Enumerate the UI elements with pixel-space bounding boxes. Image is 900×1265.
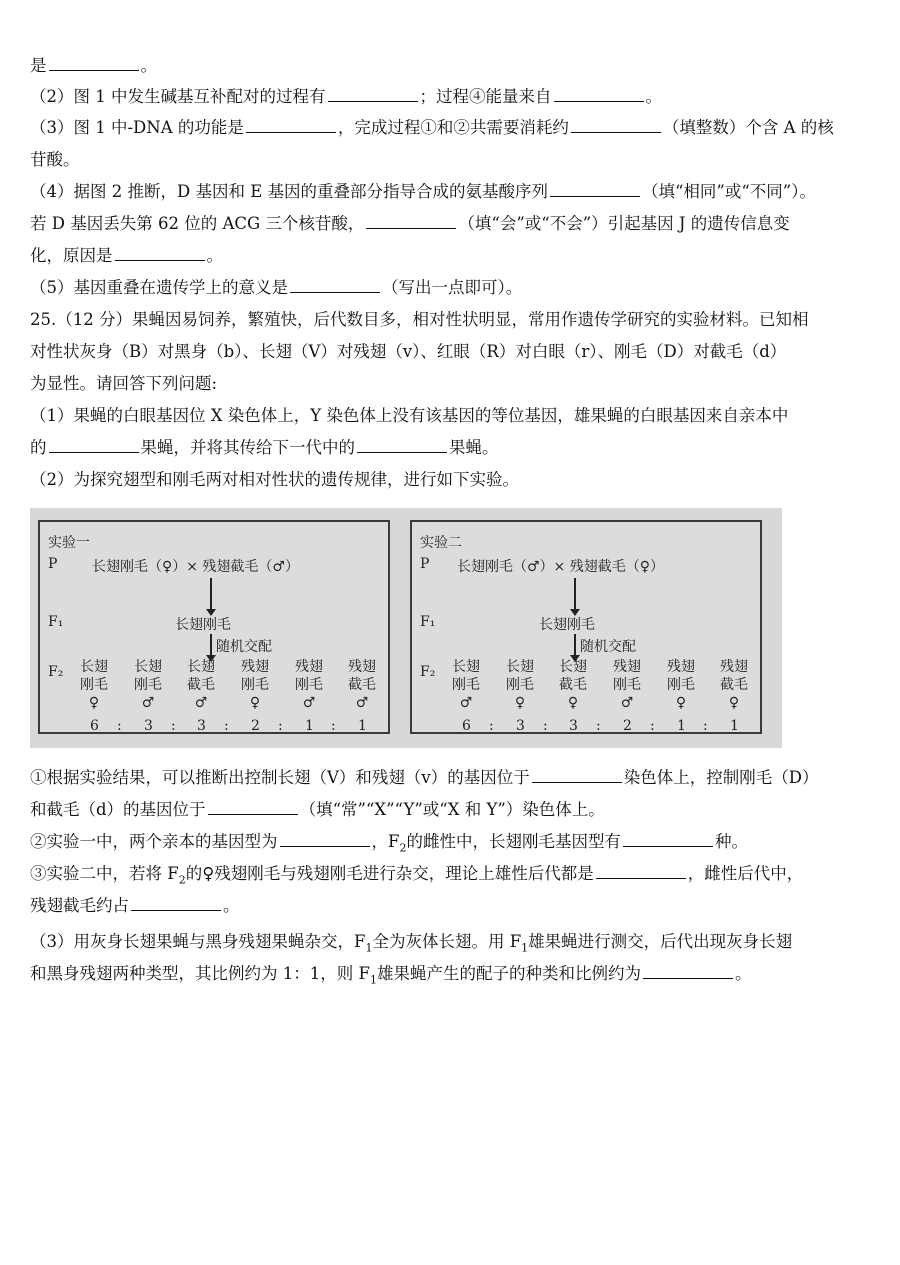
f2-label: F₂ — [48, 664, 64, 680]
ratio-value: 3 — [569, 718, 578, 734]
f2-column: 长翅 刚毛 ♂ — [134, 659, 162, 711]
conclusion-1-cont: 和截毛（d）的基因位于 （填“常”“X”“Y”或“X 和 Y”）染色体上。 — [30, 800, 605, 819]
ratio-value: 6 — [462, 718, 471, 734]
ratio-value: 1 — [358, 718, 367, 734]
question-3: （3）图 1 中-DNA 的功能是 ，完成过程①和②共需要消耗约 （填整数）个含 A 的核 — [30, 118, 834, 137]
question-5: （5）基因重叠在遗传学上的意义是 （写出一点即可）。 — [30, 278, 523, 297]
answer-blank[interactable] — [554, 87, 644, 102]
subquestion-3-cont: 和黑身残翅两种类型，其比例约为 1：1，则 $F_1$雄果蝇产生的配子的种类和比例约为 。 — [30, 964, 752, 987]
f1-label: F₁ — [48, 614, 64, 630]
ratio-value: 1 — [305, 718, 314, 734]
f2-column: 长翅 截毛 ♂ — [187, 659, 215, 711]
answer-blank[interactable] — [596, 864, 686, 879]
answer-blank[interactable] — [115, 246, 205, 261]
subquestion-2: （2）为探究翅型和刚毛两对相对性状的遗传规律，进行如下实验。 — [30, 470, 519, 489]
subquestion-1: （1）果蝇的白眼基因位 X 染色体上，Y 染色体上没有该基因的等位基因，雄果蝇的白眼基因来自亲本中 — [30, 406, 789, 425]
f2-column: 长翅 刚毛 ♀ — [80, 659, 108, 711]
p-label: P — [48, 556, 58, 572]
ratio-value: 1 — [677, 718, 686, 734]
experiment-title: 实验二 — [420, 535, 462, 551]
answer-blank[interactable] — [328, 87, 418, 102]
question-2: （2）图 1 中发生碱基互补配对的过程有 ；过程④能量来自 。 — [30, 87, 662, 106]
answer-blank[interactable] — [571, 118, 661, 133]
answer-blank[interactable] — [366, 214, 456, 229]
f1-phenotype: 长翅刚毛 — [175, 617, 231, 633]
parent-cross: 长翅刚毛（♀）× 残翅截毛（♂） — [92, 559, 299, 575]
experiment-figure — [30, 508, 782, 748]
p-label: P — [420, 556, 430, 572]
ratio-value: 2 — [623, 718, 632, 734]
question-4: （4）据图 2 推断，D 基因和 E 基因的重叠部分指导合成的氨基酸序列 （填“相同”或“不同”）。 — [30, 182, 816, 201]
answer-blank[interactable] — [246, 118, 336, 133]
answer-blank[interactable] — [532, 768, 622, 783]
f2-column: 残翅 刚毛 ♀ — [667, 659, 695, 711]
f2-column: 残翅 截毛 ♀ — [720, 659, 748, 711]
answer-blank[interactable] — [550, 182, 640, 197]
f2-column: 残翅 截毛 ♂ — [348, 659, 376, 711]
conclusion-3: ③实验二中，若将 $F_2$的♀残翅刚毛与残翅刚毛进行杂交，理论上雄性后代都是 ，雌性后代中， — [30, 864, 804, 887]
random-mating-label: 随机交配 — [580, 639, 636, 655]
f2-column: 长翅 刚毛 ♀ — [506, 659, 534, 711]
f2-column: 残翅 刚毛 ♂ — [295, 659, 323, 711]
experiment-one-panel: 实验一 P 长翅刚毛（♀）× 残翅截毛（♂） F₁ 长翅刚毛 随机交配 F₂ 长翅 刚毛 ♀ 长翅 刚毛 ♂ 长翅 截毛 ♂ 残翅 刚毛 ♀ 残翅 刚毛 ♂ 残翅 截毛 ♂ 6 : 3 : 3 : 2 : 1 : 1 — [38, 520, 390, 734]
ratio-value: 1 — [730, 718, 739, 734]
subquestion-1-cont: 的 果蝇，并将其传给下一代中的 果蝇。 — [30, 438, 499, 457]
answer-blank[interactable] — [208, 800, 298, 815]
answer-blank[interactable] — [131, 896, 221, 911]
ratio-value: 2 — [251, 718, 260, 734]
experiment-title: 实验一 — [48, 535, 90, 551]
line-answer-tail: 是 。 — [30, 56, 157, 75]
arrow-down-icon — [210, 634, 212, 656]
answer-blank[interactable] — [280, 832, 370, 847]
f1-label: F₁ — [420, 614, 436, 630]
answer-blank[interactable] — [49, 438, 139, 453]
experiment-two-panel: 实验二 P 长翅刚毛（♂）× 残翅截毛（♀） F₁ 长翅刚毛 随机交配 F₂ 长翅 刚毛 ♂ 长翅 刚毛 ♀ 长翅 截毛 ♀ 残翅 刚毛 ♂ 残翅 刚毛 ♀ 残翅 截毛 ♀ 6 : 3 : 3 : 2 : 1 : 1 — [410, 520, 762, 734]
random-mating-label: 随机交配 — [216, 639, 272, 655]
question-25-cont2: 为显性。请回答下列问题: — [30, 374, 218, 393]
conclusion-3-cont: 残翅截毛约占 。 — [30, 896, 240, 915]
ratio-value: 3 — [144, 718, 153, 734]
f2-column: 残翅 刚毛 ♂ — [613, 659, 641, 711]
ratio-value: 3 — [516, 718, 525, 734]
ratio-value: 3 — [197, 718, 206, 734]
arrow-down-icon — [574, 634, 576, 656]
f2-column: 长翅 刚毛 ♂ — [452, 659, 480, 711]
ratio-value: 6 — [90, 718, 99, 734]
f2-label: F₂ — [420, 664, 436, 680]
answer-blank[interactable] — [623, 832, 713, 847]
arrow-down-icon — [210, 578, 212, 610]
answer-blank[interactable] — [290, 278, 380, 293]
conclusion-2: ②实验一中，两个亲本的基因型为 ，$F_2$的雌性中，长翅刚毛基因型有 种。 — [30, 832, 748, 855]
answer-blank[interactable] — [357, 438, 447, 453]
f1-phenotype: 长翅刚毛 — [539, 617, 595, 633]
arrow-down-icon — [574, 578, 576, 610]
f2-column: 长翅 截毛 ♀ — [559, 659, 587, 711]
question-3-cont: 苷酸。 — [30, 150, 80, 169]
f2-column: 残翅 刚毛 ♀ — [241, 659, 269, 711]
answer-blank[interactable] — [643, 964, 733, 979]
question-25-cont: 对性状灰身（B）对黑身（b）、长翅（V）对残翅（v）、红眼（R）对白眼（r）、刚毛（D）对截毛（d） — [30, 342, 787, 361]
subquestion-3: （3）用灰身长翅果蝇与黑身残翅果蝇杂交，$F_1$全为灰体长翅。用 $F_1$雄果蝇进行测交，后代出现灰身长翅 — [30, 932, 793, 955]
conclusion-1: ①根据实验结果，可以推断出控制长翅（V）和残翅（v）的基因位于 染色体上，控制刚毛（D） — [30, 768, 819, 787]
question-4-cont2: 化，原因是 。 — [30, 246, 223, 265]
question-4-cont: 若 D 基因丢失第 62 位的 ACG 三个核苷酸， （填“会”或“不会”）引起基因 J 的遗传信息变 — [30, 214, 790, 233]
question-25: 25.（12 分）果蝇因易饲养，繁殖快，后代数目多，相对性状明显，常用作遗传学研究的实验材料。已知相 — [30, 310, 809, 329]
parent-cross: 长翅刚毛（♂）× 残翅截毛（♀） — [457, 559, 664, 575]
answer-blank[interactable] — [49, 56, 139, 71]
